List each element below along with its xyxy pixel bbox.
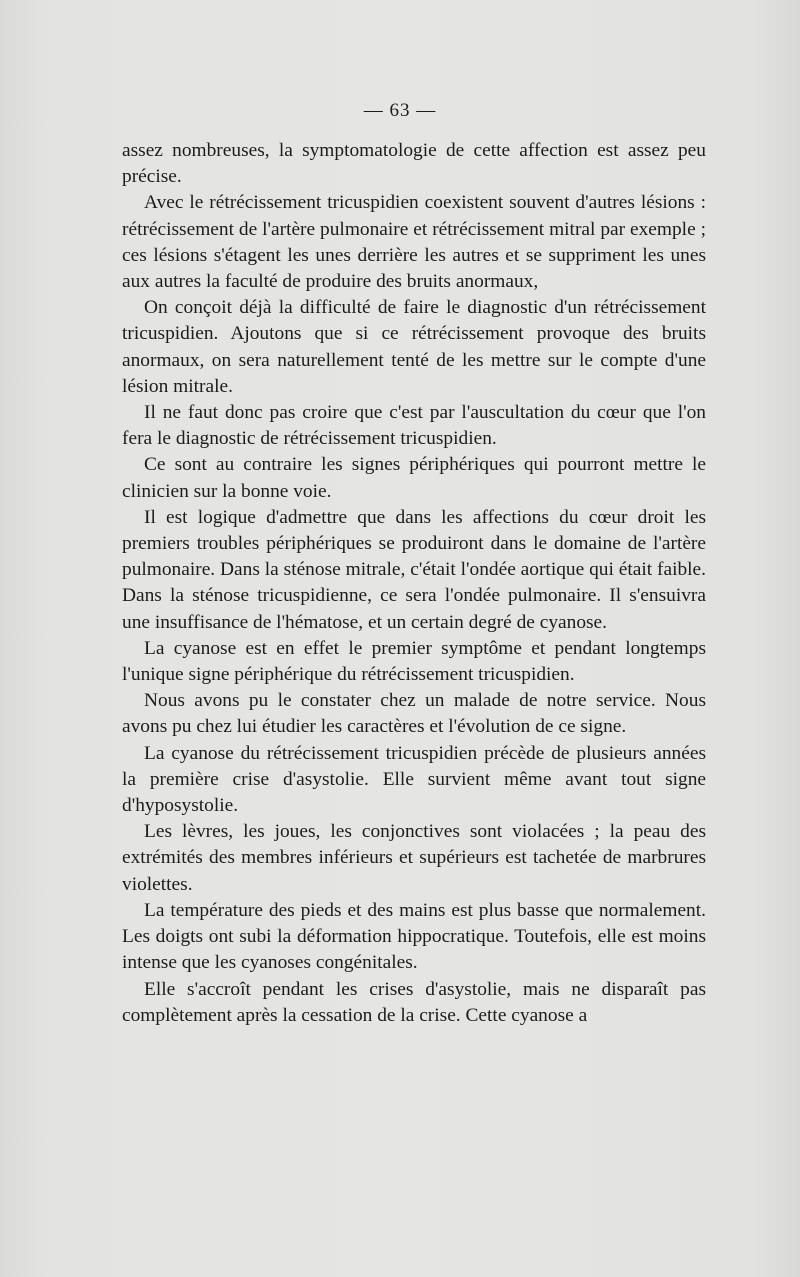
body-text: [122, 138, 706, 1029]
paragraph: Avec le rétrécissement tricuspidien coexistent souvent d'autres lésions : rétrécissement de l'artère pulmonaire et rétrécissement mitral par exemple ; ces lésions s'étagent les unes derrière les autres et se suppriment les unes aux autres la faculté de produire des bruits anormaux,: [122, 192, 706, 293]
paragraph: Ce sont au contraire les signes périphériques qui pourront mettre le clinicien sur la bonne voie.: [122, 454, 706, 502]
page-number: — 63 —: [363, 100, 437, 121]
paragraph: La température des pieds et des mains est plus basse que normalement. Les doigts ont subi la déformation hippocratique. Toutefois, elle est moins intense que les cyanoses congénitales.: [122, 899, 706, 974]
paragraph: assez nombreuses, la symptomatologie de cette affection est assez peu précise.: [122, 140, 706, 188]
paragraph: Les lèvres, les joues, les conjonctives sont violacées ; la peau des extrémités des membres inférieurs et supérieurs est tachetée de marbrures violettes.: [122, 821, 706, 895]
paragraph: La cyanose du rétrécissement tricuspidien précède de plusieurs années la première crise d'asystolie. Elle survient même avant tout signe d'hyposystolie.: [122, 742, 706, 817]
paragraph: La cyanose est en effet le premier symptôme et pendant longtemps l'unique signe périphérique du rétrécissement tricuspidien.: [122, 637, 706, 686]
paragraph: Il ne faut donc pas croire que c'est par l'auscultation du cœur que l'on fera le diagnostic de rétrécissement tricuspidien.: [122, 402, 706, 450]
paragraph: Nous avons pu le constater chez un malade de notre service. Nous avons pu chez lui étudier les caractères et l'évolution de ce signe.: [122, 690, 706, 738]
paragraph: On conçoit déjà la difficulté de faire le diagnostic d'un rétrécissement tricuspidien. Ajoutons que si ce rétrécissement provoque des bruits anormaux, on sera naturellement tenté de les mettre sur le compte d'une lésion mitrale.: [122, 297, 706, 397]
paragraph: Il est logique d'admettre que dans les affections du cœur droit les premiers troubles périphériques se produiront dans le domaine de l'artère pulmonaire. Dans la sténose mitrale, c'était l'ondée aortique qui était faible. Dans la sténose tricuspidienne, ce sera l'ondée pulmonaire. Il s'ensuivra une insuffisance de l'hématose, et un certain degré de cyanose.: [122, 506, 706, 633]
paragraph: Elle s'accroît pendant les crises d'asystolie, mais ne disparaît pas complètement après la cessation de la crise. Cette cyanose a: [122, 978, 706, 1026]
